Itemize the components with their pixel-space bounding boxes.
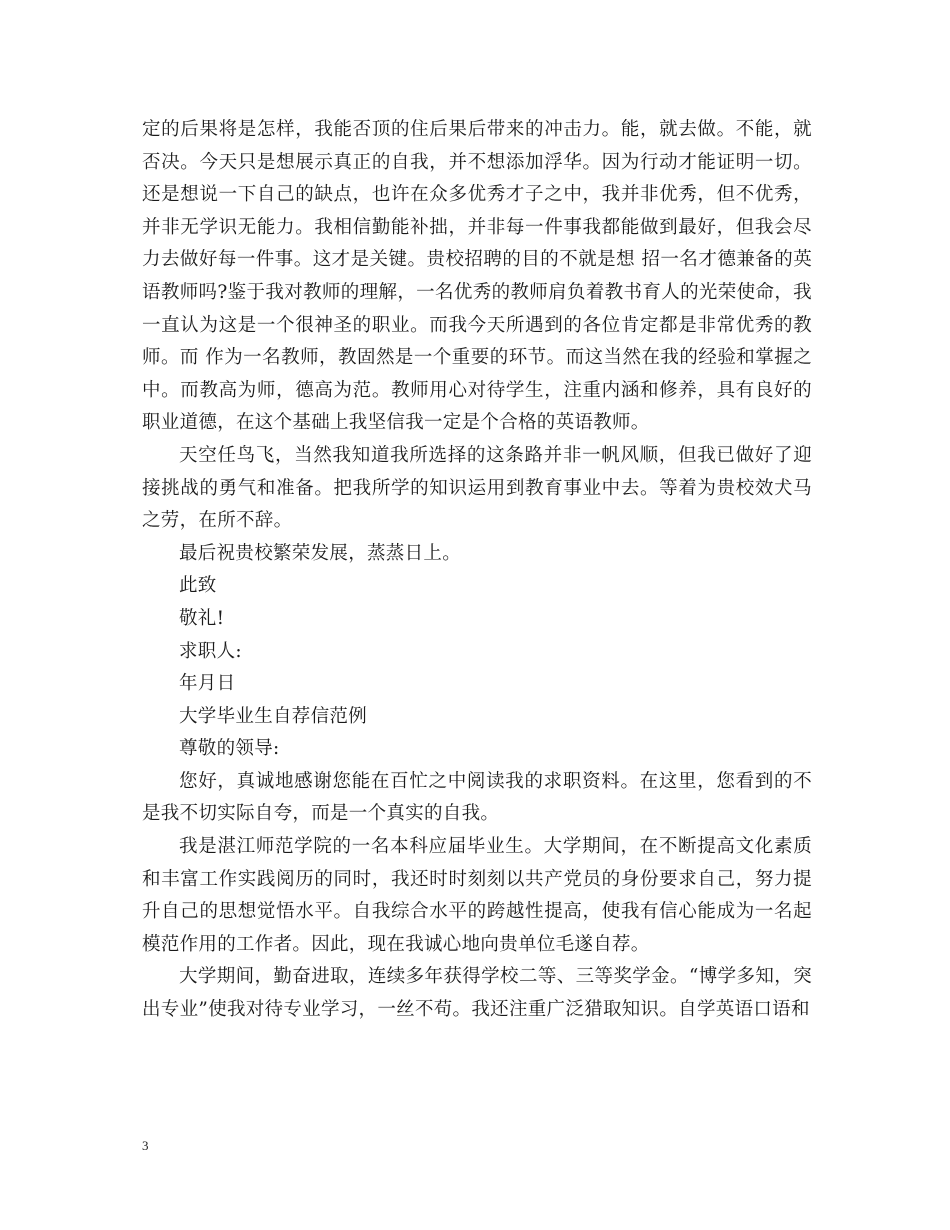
salutation-jingli: 敬礼!: [179, 607, 225, 629]
date-line: 年月日: [179, 673, 236, 695]
applicant-label: 求职人:: [179, 640, 242, 662]
section-title: 大学毕业生自荐信范例: [179, 705, 368, 727]
salutation-cizhi: 此致: [179, 575, 217, 597]
body-paragraph-5: 大学期间，勤奋进取，连续多年获得学校二等、三等奖学金。“博学多知，突出专业”使我对待专业学习，一丝不苟。我还注重广泛猎取知识。自学英语口语和: [142, 966, 812, 1021]
greeting: 尊敬的领导:: [179, 738, 280, 760]
body-paragraph-4: 我是湛江师范学院的一名本科应届毕业生。大学期间，在不断提高文化素质和丰富工作实践阅历的同时，我还时时刻刻以共产党员的身份要求自己，努力提升自己的思想觉悟水平。自我综合水平的跨越性提高，使我有信心能成为一名起模范作用的工作者。因此，现在我诚心地向贵单位毛遂自荐。: [142, 836, 812, 955]
document-body: [142, 114, 812, 1027]
closing-wish: 最后祝贵校繁荣发展，蒸蒸日上。: [179, 542, 462, 564]
body-paragraph-1: 定的后果将是怎样，我能否顶的住后果后带来的冲击力。能，就去做。不能，就否决。今天只是想展示真正的自我，并不想添加浮华。因为行动才能证明一切。还是想说一下自己的缺点，也许在众多优秀才子之中，我并非优秀，但不优秀，并非无学识无能力。我相信勤能补拙，并非每一件事我都能做到最好，但我会尽力去做好每一件事。这才是关键。贵校招聘的目的不就是想 招一名才德兼备的英语教师吗?鉴于我对教师的理解，一名优秀的教师肩负着教书育人的光荣使命，我一直认为这是一个很神圣的职业。而我今天所遇到的各位肯定都是非常优秀的教师。而 作为一名教师，教固然是一个重要的环节。而这当然在我的经验和掌握之中。而教高为师，德高为范。教师用心对待学生，注重内涵和修养，具有良好的职业道德，在这个基础上我坚信我一定是个合格的英语教师。: [142, 119, 812, 434]
page-number: 3: [142, 1138, 149, 1153]
body-paragraph-3: 您好，真诚地感谢您能在百忙之中阅读我的求职资料。在这里，您看到的不是我不切实际自夸，而是一个真实的自我。: [142, 770, 812, 825]
body-paragraph-2: 天空任鸟飞，当然我知道我所选择的这条路并非一帆风顺，但我已做好了迎接挑战的勇气和准备。把我所学的知识运用到教育事业中去。等着为贵校效犬马之劳，在所不辞。: [142, 444, 812, 532]
